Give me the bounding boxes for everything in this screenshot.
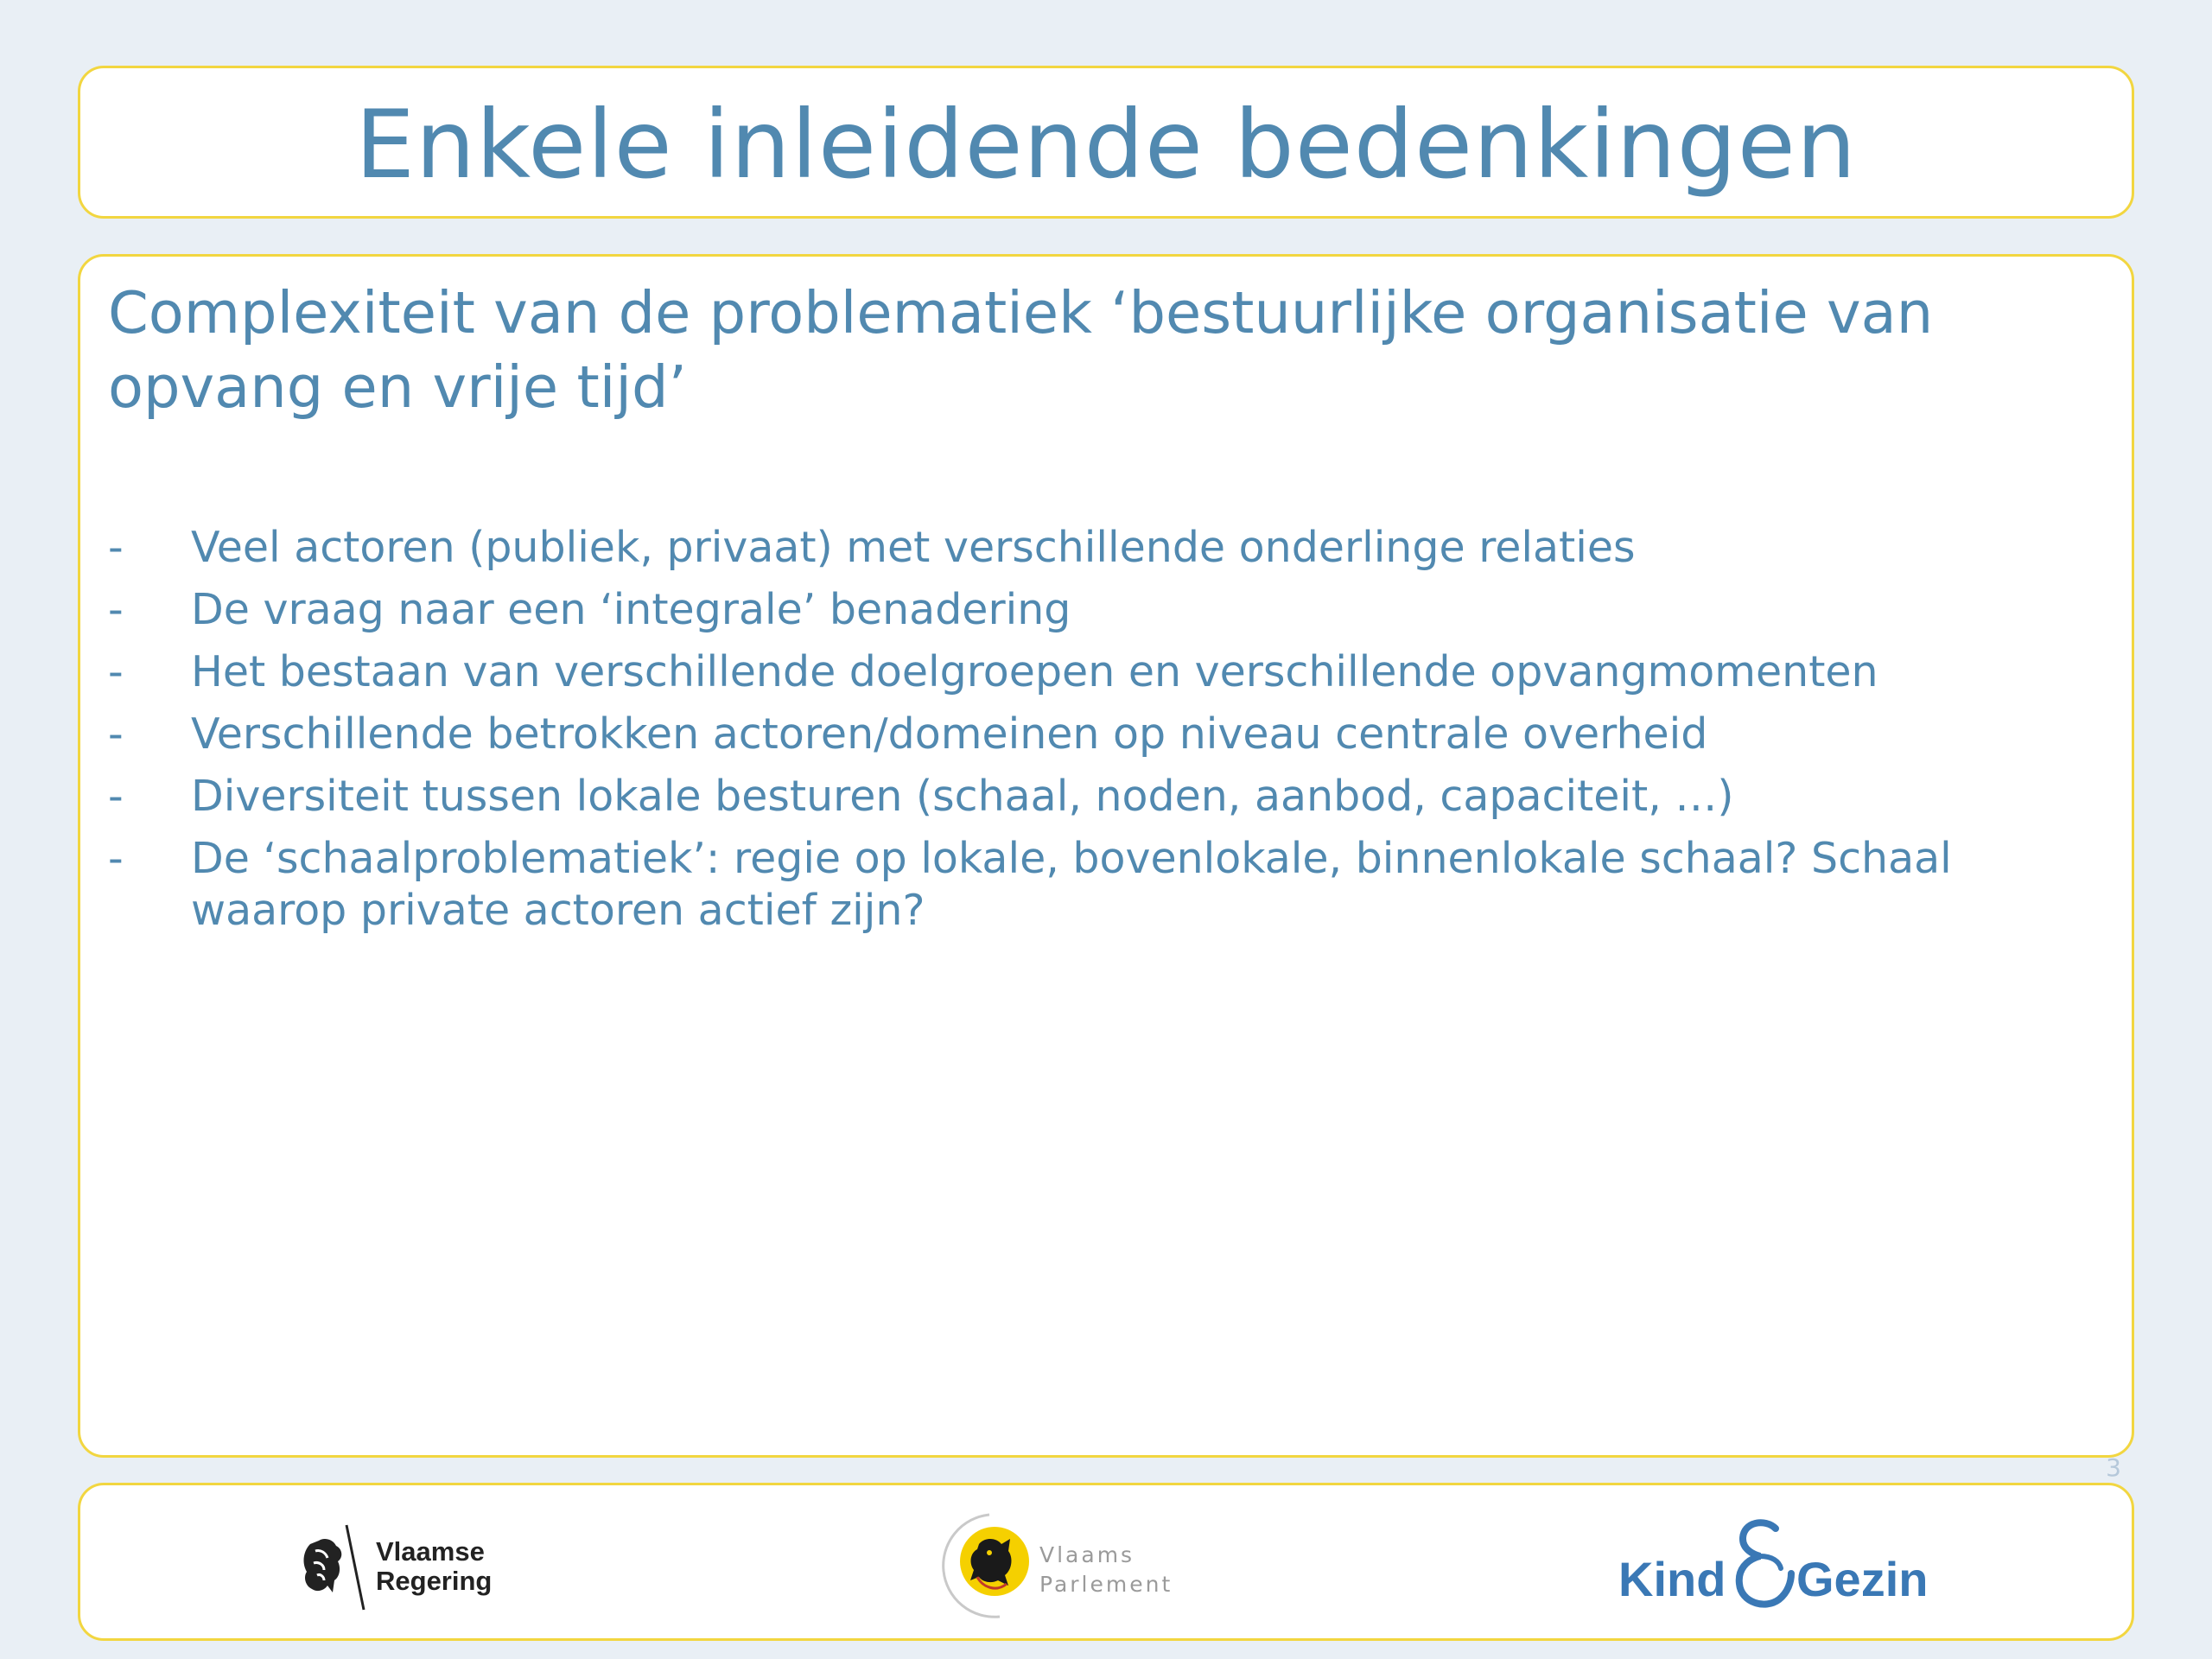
bullet-text: Veel actoren (publiek, privaat) met verschillende onderlinge relaties	[191, 523, 1636, 572]
vlaamse-regering-logo	[295, 1520, 519, 1615]
bullet-text: Diversiteit tussen lokale besturen (schaal, noden, aanbod, capaciteit, …)	[191, 772, 1734, 821]
bullet-dash: -	[108, 834, 124, 883]
bullet-dash: -	[108, 709, 124, 759]
bullet-text: De ‘schaalproblematiek’: regie op lokale, bovenlokale, binnenlokale schaal? Schaal waarop private actoren actief zijn?	[191, 834, 1952, 935]
bullet-item	[108, 522, 2104, 574]
kind-word: Kind	[1618, 1552, 1726, 1606]
bullet-item	[108, 771, 2104, 823]
lion-icon	[295, 1520, 372, 1615]
vlaams-parlement-logo	[936, 1510, 1212, 1622]
bullet-item	[108, 584, 2104, 636]
bullet-item	[108, 709, 2104, 760]
bullet-text: De vraag naar een ‘integrale’ benadering	[191, 585, 1071, 634]
slide-title: Enkele inleidende bedenkingen	[355, 90, 1857, 200]
gezin-word: Gezin	[1796, 1552, 1929, 1606]
ampersand-icon	[1731, 1516, 1800, 1611]
bullet-text: Het bestaan van verschillende doelgroepen en verschillende opvangmomenten	[191, 647, 1878, 696]
bullet-dash: -	[108, 585, 124, 634]
bullet-dash: -	[108, 647, 124, 696]
bullet-dash: -	[108, 772, 124, 821]
vlaams-parlement-text	[1039, 1541, 1173, 1599]
page-number: 3	[2106, 1453, 2121, 1482]
bullet-list	[108, 522, 2104, 947]
logo-line: Parlement	[1039, 1572, 1173, 1597]
kind-en-gezin-logo	[1618, 1511, 1929, 1615]
lion-emblem-icon	[936, 1510, 1039, 1622]
logo-line: Vlaams	[1039, 1542, 1135, 1567]
bullet-item	[108, 833, 2104, 937]
logo-line: Vlaamse	[376, 1536, 485, 1567]
content-panel	[78, 254, 2134, 1458]
slide-subtitle: Complexiteit van de problematiek ‘bestuurlijke organisatie van opvang en vrije tijd’	[108, 279, 1934, 421]
title-panel	[78, 66, 2134, 219]
bullet-text: Verschillende betrokken actoren/domeinen op niveau centrale overheid	[191, 709, 1708, 759]
footer-panel	[78, 1483, 2134, 1641]
logo-line: Regering	[376, 1566, 493, 1596]
bullet-dash: -	[108, 523, 124, 572]
bullet-item	[108, 646, 2104, 698]
vlaamse-regering-text	[376, 1537, 492, 1596]
